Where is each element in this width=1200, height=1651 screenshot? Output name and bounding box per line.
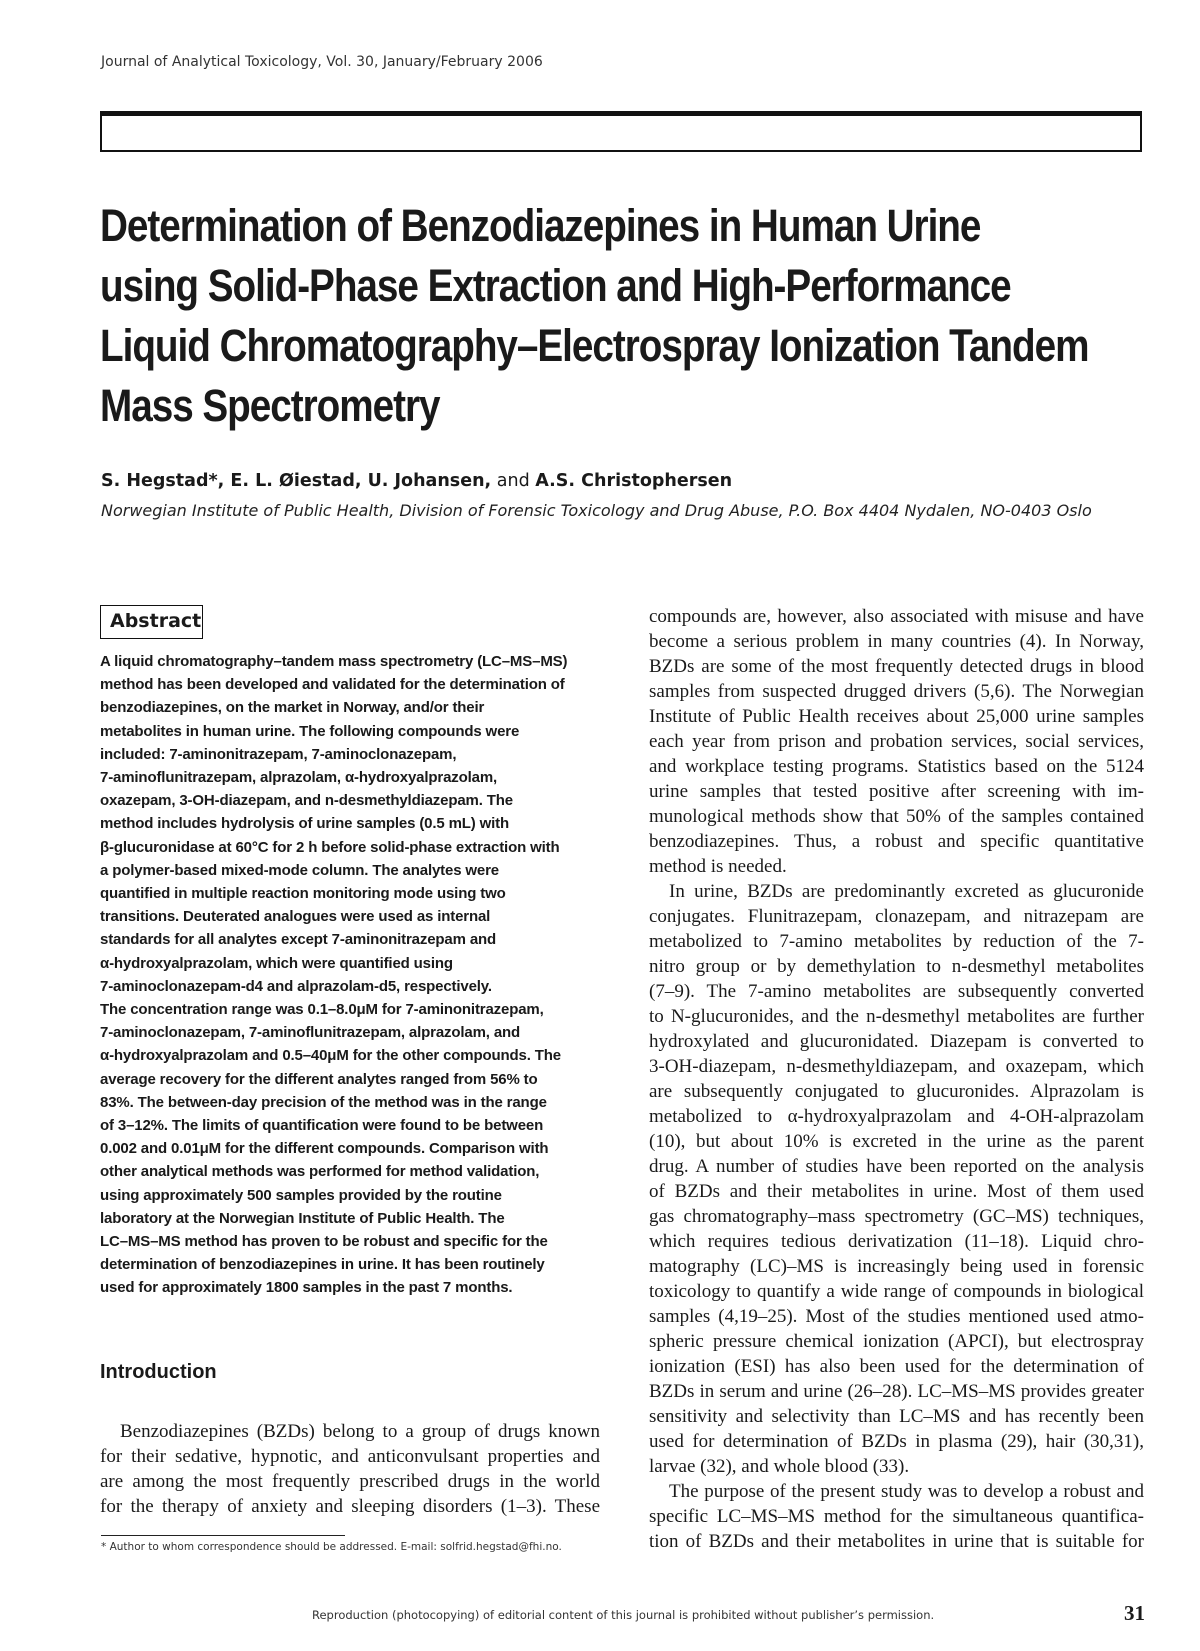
body-line: samples from suspected drugged drivers (5,6). The Norwegian	[649, 681, 1144, 702]
body-line: samples (4,19–25). Most of the studies mentioned used atmo-	[649, 1306, 1144, 1327]
body-line: BZDs in serum and urine (26–28). LC–MS–MS provides greater	[649, 1381, 1144, 1402]
body-line: sensitivity and selectivity than LC–MS and has recently been	[649, 1406, 1144, 1427]
intro-paragraph	[100, 1419, 600, 1519]
abstract-line: β-glucuronidase at 60°C for 2 h before solid-phase extraction with	[100, 838, 560, 856]
author-list	[101, 471, 732, 491]
body-line: toxicology to quantify a wide range of compounds in biological	[649, 1281, 1144, 1302]
body-line: munological methods show that 50% of the samples contained	[649, 806, 1144, 827]
abstract-line: 7-aminoclonazepam-d4 and alprazolam-d5, respectively.	[100, 977, 492, 995]
header-rule-box	[100, 111, 1142, 152]
abstract-line: LC–MS–MS method has proven to be robust and specific for the	[100, 1233, 548, 1251]
abstract-line: metabolites in human urine. The following compounds were	[100, 722, 520, 740]
body-line: metabolized to α-hydroxyalprazolam and 4-OH-alprazolam	[649, 1106, 1144, 1127]
body-line: The purpose of the present study was to develop a robust and	[669, 1481, 1144, 1502]
abstract-line: used for approximately 1800 samples in the past 7 months.	[100, 1279, 513, 1297]
running-head: Journal of Analytical Toxicology, Vol. 30, January/February 2006	[101, 54, 543, 70]
footnote: * Author to whom correspondence should be addressed. E-mail: solfrid.hegstad@fhi.no.	[101, 1541, 562, 1553]
authors-last: A.S. Christophersen	[535, 471, 733, 491]
abstract-line: average recovery for the different analytes ranged from 56% to	[100, 1070, 538, 1088]
abstract-line: 0.002 and 0.01μM for the different compounds. Comparison with	[100, 1140, 549, 1158]
body-line: urine samples that tested positive after screening with im-	[649, 781, 1144, 802]
body-line: (10), but about 10% is excreted in the urine as the parent	[649, 1131, 1144, 1152]
abstract-line: oxazepam, 3-OH-diazepam, and n-desmethyldiazepam. The	[100, 792, 513, 810]
body-line: conjugates. Flunitrazepam, clonazepam, and nitrazepam are	[649, 906, 1144, 927]
body-line: BZDs are some of the most frequently detected drugs in blood	[649, 656, 1144, 677]
body-line: which requires tedious derivatization (11–18). Liquid chro-	[649, 1231, 1144, 1252]
abstract-line: determination of benzodiazepines in urine. It has been routinely	[100, 1256, 545, 1274]
body-line: tion of BZDs and their metabolites in urine that is suitable for	[649, 1531, 1144, 1552]
abstract-body	[100, 650, 600, 1300]
body-line: benzodiazepines. Thus, a robust and specific quantitative	[649, 831, 1144, 852]
intro-line: Benzodiazepines (BZDs) belong to a group of drugs known	[120, 1421, 600, 1442]
intro-line: for their sedative, hypnotic, and anticonvulsant properties and	[100, 1446, 600, 1467]
body-line: compounds are, however, also associated with misuse and have	[649, 606, 1144, 627]
body-line: Institute of Public Health receives about 25,000 urine samples	[649, 706, 1144, 727]
abstract-line: method has been developed and validated for the determination of	[100, 676, 565, 694]
title-line: Liquid Chromatography–Electrospray Ionization Tandem	[100, 320, 1089, 371]
body-line: spheric pressure chemical ionization (APCI), but electrospray	[649, 1331, 1144, 1352]
abstract-line: A liquid chromatography–tandem mass spectrometry (LC–MS–MS)	[100, 653, 568, 670]
right-column-body	[649, 604, 1144, 1554]
title-line: Determination of Benzodiazepines in Human Urine	[100, 200, 981, 251]
copyright-footer: Reproduction (photocopying) of editorial content of this journal is prohibited without publisher’s permission.	[312, 1608, 935, 1622]
intro-line: are among the most frequently prescribed drugs in the world	[100, 1471, 600, 1492]
abstract-line: transitions. Deuterated analogues were used as internal	[100, 908, 491, 926]
body-line: ionization (ESI) has also been used for the determination of	[649, 1356, 1144, 1377]
body-line: (7–9). The 7-amino metabolites are subsequently converted	[649, 981, 1144, 1002]
body-line: metabolized to 7-amino metabolites by reduction of the 7-	[649, 931, 1144, 952]
body-line: to N-glucuronides, and the n-desmethyl metabolites are further	[649, 1006, 1144, 1027]
affiliation: Norwegian Institute of Public Health, Division of Forensic Toxicology and Drug Abuse, P.O. Box 4404 Nydalen, NO-0403 Oslo	[101, 501, 1092, 520]
body-line: gas chromatography–mass spectrometry (GC–MS) techniques,	[649, 1206, 1144, 1227]
body-line: used for determination of BZDs in plasma (29), hair (30,31),	[649, 1431, 1144, 1452]
footnote-rule	[101, 1535, 345, 1536]
abstract-line: using approximately 500 samples provided by the routine	[100, 1186, 502, 1204]
body-line: larvae (32), and whole blood (33).	[649, 1456, 910, 1477]
body-line: matography (LC)–MS is increasingly being used in forensic	[649, 1256, 1144, 1277]
abstract-line: of 3–12%. The limits of quantification were found to be between	[100, 1117, 544, 1135]
abstract-line: 7-aminoclonazepam, 7-aminoflunitrazepam, alprazolam, and	[100, 1024, 521, 1042]
page-number: 31	[1124, 1601, 1145, 1625]
body-line: nitro group or by demethylation to n-desmethyl metabolites	[649, 956, 1144, 977]
abstract-line: The concentration range was 0.1–8.0μM for 7-aminonitrazepam,	[100, 1001, 544, 1019]
abstract-line: included: 7-aminonitrazepam, 7-aminoclonazepam,	[100, 745, 457, 763]
article-title	[100, 196, 1166, 436]
title-line: Mass Spectrometry	[100, 380, 440, 431]
abstract-line: 7-aminoflunitrazepam, alprazolam, α-hydroxyalprazolam,	[100, 769, 498, 787]
body-line: of BZDs and their metabolites in urine. Most of them used	[649, 1181, 1144, 1202]
body-line: hydroxylated and glucuronidated. Diazepam is converted to	[649, 1031, 1144, 1052]
abstract-line: a polymer-based mixed-mode column. The analytes were	[100, 861, 499, 879]
body-line: each year from prison and probation services, social services,	[649, 731, 1144, 752]
body-line: drug. A number of studies have been reported on the analysis	[649, 1156, 1144, 1177]
body-line: are subsequently conjugated to glucuronides. Alprazolam is	[649, 1081, 1144, 1102]
abstract-line: α-hydroxyalprazolam, which were quantified using	[100, 954, 453, 972]
abstract-line: 83%. The between-day precision of the method was in the range	[100, 1093, 547, 1111]
abstract-line: method includes hydrolysis of urine samples (0.5 mL) with	[100, 815, 510, 833]
abstract-line: quantified in multiple reaction monitoring mode using two	[100, 885, 506, 903]
abstract-line: benzodiazepines, on the market in Norway, and/or their	[100, 699, 485, 717]
section-heading-introduction: Introduction	[100, 1361, 217, 1383]
body-line: method is needed.	[649, 856, 787, 877]
authors-primary: S. Hegstad*, E. L. Øiestad, U. Johansen,	[101, 471, 492, 491]
body-line: In urine, BZDs are predominantly excreted as glucuronide	[669, 881, 1144, 902]
title-line: using Solid-Phase Extraction and High-Performance	[100, 260, 1011, 311]
intro-line: for the therapy of anxiety and sleeping disorders (1–3). These	[100, 1496, 600, 1517]
abstract-line: α-hydroxyalprazolam and 0.5–40μM for the other compounds. The	[100, 1047, 561, 1065]
body-line: 3-OH-diazepam, n-desmethyldiazepam, and oxazepam, which	[649, 1056, 1144, 1077]
authors-and: and	[496, 471, 530, 491]
body-line: specific LC–MS–MS method for the simultaneous quantifica-	[649, 1506, 1144, 1527]
abstract-line: laboratory at the Norwegian Institute of Public Health. The	[100, 1209, 505, 1227]
abstract-line: standards for all analytes except 7-aminonitrazepam and	[100, 931, 497, 949]
body-line: become a serious problem in many countries (4). In Norway,	[649, 631, 1144, 652]
abstract-label: Abstract	[100, 605, 203, 639]
body-line: and workplace testing programs. Statistics based on the 5124	[649, 756, 1144, 777]
abstract-line: other analytical methods was performed for method validation,	[100, 1163, 540, 1181]
